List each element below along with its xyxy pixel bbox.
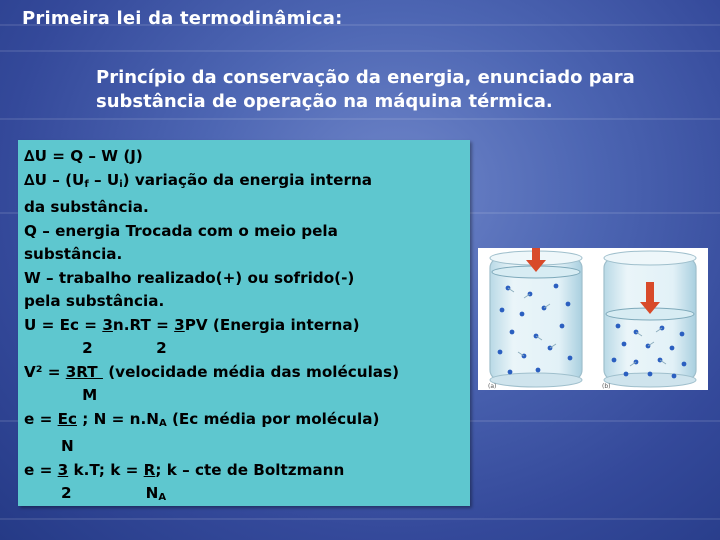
formula-line: [24, 243, 464, 267]
fraction-numerator: 3RT: [65, 362, 103, 381]
formula-line: [24, 314, 464, 338]
text: ) variação da energia interna: [122, 170, 373, 189]
fraction-denominator: N: [24, 437, 74, 455]
text: e =: [24, 460, 58, 479]
text: ∆U – (U: [24, 170, 85, 189]
text: substância.: [24, 245, 123, 263]
cylinder-a-label: (a): [488, 383, 497, 390]
formula-line: [24, 220, 464, 244]
formula-line: [24, 337, 464, 361]
formula-line: [24, 384, 464, 408]
fraction-denominators: 2 N: [24, 484, 159, 502]
slide-title: Primeira lei da termodinâmica:: [22, 8, 343, 29]
fraction-numerator: 3: [102, 315, 113, 334]
formula-line: [24, 435, 464, 459]
background-streak: [0, 50, 720, 52]
formula-line: [24, 361, 464, 385]
fraction-numerator: Ec: [57, 409, 77, 428]
fraction-numerator: 3: [174, 315, 185, 334]
text: (Ec média por molécula): [166, 409, 380, 428]
subscript: f: [84, 178, 89, 190]
cylinder-a: [488, 248, 582, 390]
formula-line: [24, 290, 464, 314]
text: k.T; k =: [68, 460, 144, 479]
text: W – trabalho realizado(+) ou sofrido(-): [24, 268, 355, 287]
text: ; N = n.N: [77, 409, 159, 428]
subscript: A: [158, 492, 167, 503]
formula-line: [24, 408, 464, 436]
text: Q – energia Trocada com o meio pela: [24, 221, 338, 240]
subscript: i: [119, 178, 123, 190]
text: PV (Energia interna): [184, 315, 360, 334]
formula-line: [24, 459, 464, 483]
subscript: A: [158, 417, 167, 429]
text: da substância.: [24, 198, 149, 216]
background-streak: [0, 118, 720, 120]
cylinder-b-label: (b): [602, 383, 611, 390]
fraction-numerator: R: [143, 460, 156, 479]
cylinder-b: [602, 251, 696, 390]
fraction-denominator: M: [24, 386, 98, 404]
text: – U: [88, 170, 120, 189]
formula-line: [24, 482, 464, 510]
text: e =: [24, 409, 58, 428]
text: U = Ec =: [24, 315, 103, 334]
fraction-numerator: 3: [57, 460, 69, 479]
text: pela substância.: [24, 292, 165, 310]
slide-subtitle: Princípio da conservação da energia, enunciado para substância de operação na máquina térmica.: [96, 67, 635, 112]
text: ∆U = Q – W (J): [24, 147, 143, 165]
formula-line: [24, 145, 464, 169]
text: (velocidade média das moléculas): [102, 362, 400, 381]
formula-line: [24, 267, 464, 291]
fraction-denominators: 2 2: [24, 339, 167, 357]
text: n.RT =: [112, 315, 175, 334]
background-streak: [0, 518, 720, 520]
formula-line: [24, 169, 464, 197]
formula-box: [18, 140, 470, 506]
gas-cylinders-figure: [478, 248, 708, 390]
text: V² =: [24, 362, 66, 381]
text: ; k – cte de Boltzmann: [155, 460, 345, 479]
formula-line: [24, 196, 464, 220]
gas-cylinders-illustration: [478, 248, 708, 390]
